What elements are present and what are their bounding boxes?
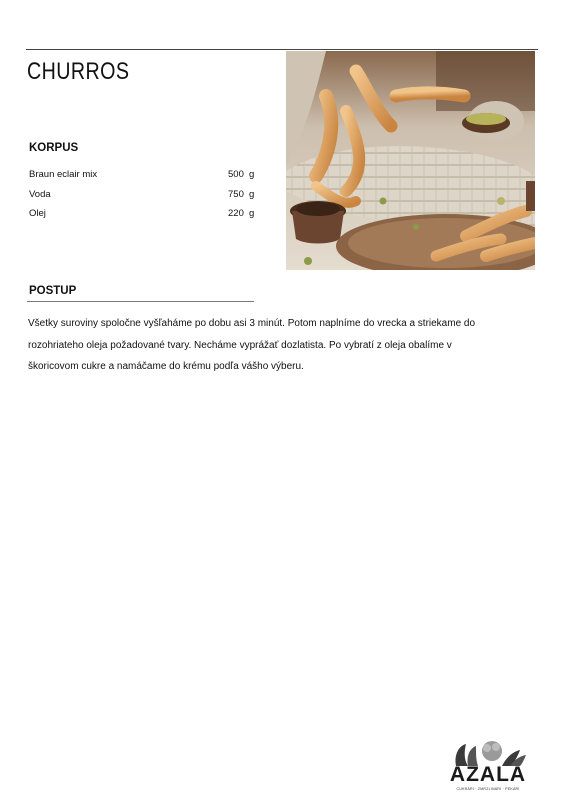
- ingredient-row: [29, 169, 259, 189]
- procedure-line: rozohriateho oleja požadované tvary. Necháme vyprážať dozlatista. Po vybratí z oleja obalíme v: [28, 339, 452, 351]
- procedure-text: [28, 313, 528, 378]
- ingredient-unit: g: [249, 169, 255, 180]
- churros-photo: [286, 51, 535, 270]
- procedure-line: škoricovom cukre a namáčame do krému podľa vášho výberu.: [28, 361, 304, 372]
- ingredient-unit: g: [249, 208, 255, 219]
- ingredient-quantity: 220: [228, 208, 244, 219]
- ingredient-quantity: 750: [228, 188, 244, 200]
- postup-divider: [27, 301, 254, 302]
- postup-heading: POSTUP: [29, 285, 77, 297]
- recipe-title: CHURROS: [27, 58, 130, 85]
- ingredient-name: Braun eclair mix: [29, 169, 98, 180]
- ingredient-name: Voda: [29, 188, 51, 200]
- ingredient-quantity: 500: [228, 169, 244, 180]
- korpus-heading: KORPUS: [29, 142, 79, 154]
- ingredient-name: Olej: [29, 208, 46, 219]
- logo-wordmark: AZALA: [449, 763, 527, 786]
- procedure-line: Všetky suroviny spoločne vyšľaháme po dobu asi 3 minút. Potom naplníme do vrecka a striekame do: [28, 318, 476, 329]
- ingredient-row: [29, 189, 259, 209]
- ingredient-row: [29, 208, 259, 228]
- azala-logo: [446, 738, 530, 798]
- ingredient-list: [29, 169, 259, 228]
- logo-tagline: CUKRÁRI · ZMRZLINÁRI · PEKÁRI: [456, 787, 520, 791]
- ingredient-unit: g: [249, 188, 255, 200]
- top-divider: [26, 49, 538, 50]
